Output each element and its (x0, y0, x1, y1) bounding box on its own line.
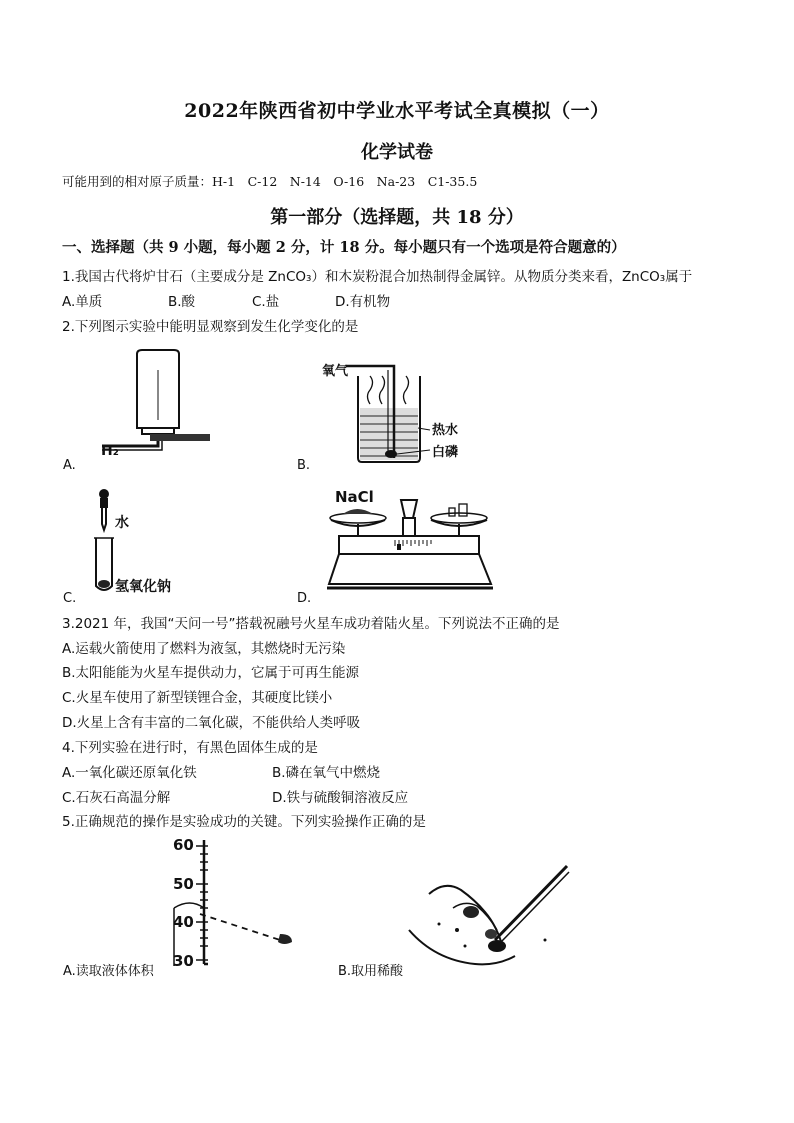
q5-scale-60: 60 (173, 836, 194, 854)
q1-stem: 1.我国古代将炉甘石（主要成分是 ZnCO₃）和木炭粉混合加热制得金属锌。从物质分类来看，ZnCO₃属于 (62, 269, 693, 285)
q4-option-d: D.铁与硫酸铜溶液反应 (272, 790, 409, 806)
q3-option-d: D.火星上含有丰富的二氧化碳，不能供给人类呼吸 (62, 715, 361, 731)
q2-stem: 2.下列图示实验中能明显观察到发生化学变化的是 (62, 319, 359, 335)
q5-figure-a (160, 838, 300, 968)
q1-option-c: C.盐 (252, 294, 280, 310)
q2-c-naoh-label: 氢氧化钠 (115, 579, 171, 595)
q2-b-label: B. (297, 458, 311, 473)
q5-a-label: A.读取液体体积 (63, 964, 154, 979)
q4-option-c: C.石灰石高温分解 (62, 790, 171, 806)
q2-d-nacl-label: NaCl (335, 488, 374, 506)
q2-b-oxygen-label: 氧气 (322, 364, 349, 379)
q2-b-phosphorus-label: 白磷 (432, 445, 459, 460)
q5-b-label: B.取用稀酸 (338, 964, 404, 979)
q2-a-label: A. (63, 458, 76, 473)
q5-scale-40: 40 (173, 913, 194, 931)
q5-figure-b (405, 860, 575, 970)
q2-c-water-label: 水 (115, 515, 129, 531)
q2-b-water-label: 热水 (432, 423, 459, 438)
q1-option-d: D.有机物 (335, 294, 391, 310)
q5-scale-50: 50 (173, 875, 194, 893)
q3-option-c: C.火星车使用了新型镁锂合金，其硬度比镁小 (62, 690, 333, 706)
q5-stem: 5.正确规范的操作是实验成功的关键。下列实验操作正确的是 (62, 814, 426, 830)
exam-title: 2022年陕西省初中学业水平考试全真模拟（一） (184, 100, 610, 122)
q1-option-b: B.酸 (168, 294, 196, 310)
section-heading: 一、选择题（共 9 小题，每小题 2 分，计 18 分。每小题只有一个选项是符合题意的） (62, 239, 626, 256)
q1-option-a: A.单质 (62, 294, 103, 310)
q2-d-label: D. (297, 591, 312, 606)
atomic-masses: 可能用到的相对原子质量：H-1 C-12 N-14 O-16 Na-23 C1-35.5 (62, 174, 478, 189)
q2-a-gas-label: H₂ (101, 443, 119, 459)
q3-option-a: A.运载火箭使用了燃料为液氢，其燃烧时无污染 (62, 641, 346, 657)
part-heading: 第一部分（选择题，共 18 分） (270, 207, 524, 228)
q3-option-b: B.太阳能能为火星车提供动力，它属于可再生能源 (62, 665, 360, 681)
q2-c-label: C. (63, 591, 77, 606)
q5-scale-30: 30 (173, 952, 194, 970)
q4-option-a: A.一氧化碳还原氧化铁 (62, 765, 197, 781)
q4-stem: 4.下列实验在进行时，有黑色固体生成的是 (62, 740, 318, 756)
q3-stem: 3.2021 年，我国“天问一号”搭载祝融号火星车成功着陆火星。下列说法不正确的是 (62, 616, 560, 632)
q4-option-b: B.磷在氧气中燃烧 (272, 765, 381, 781)
exam-subtitle: 化学试卷 (361, 142, 433, 163)
